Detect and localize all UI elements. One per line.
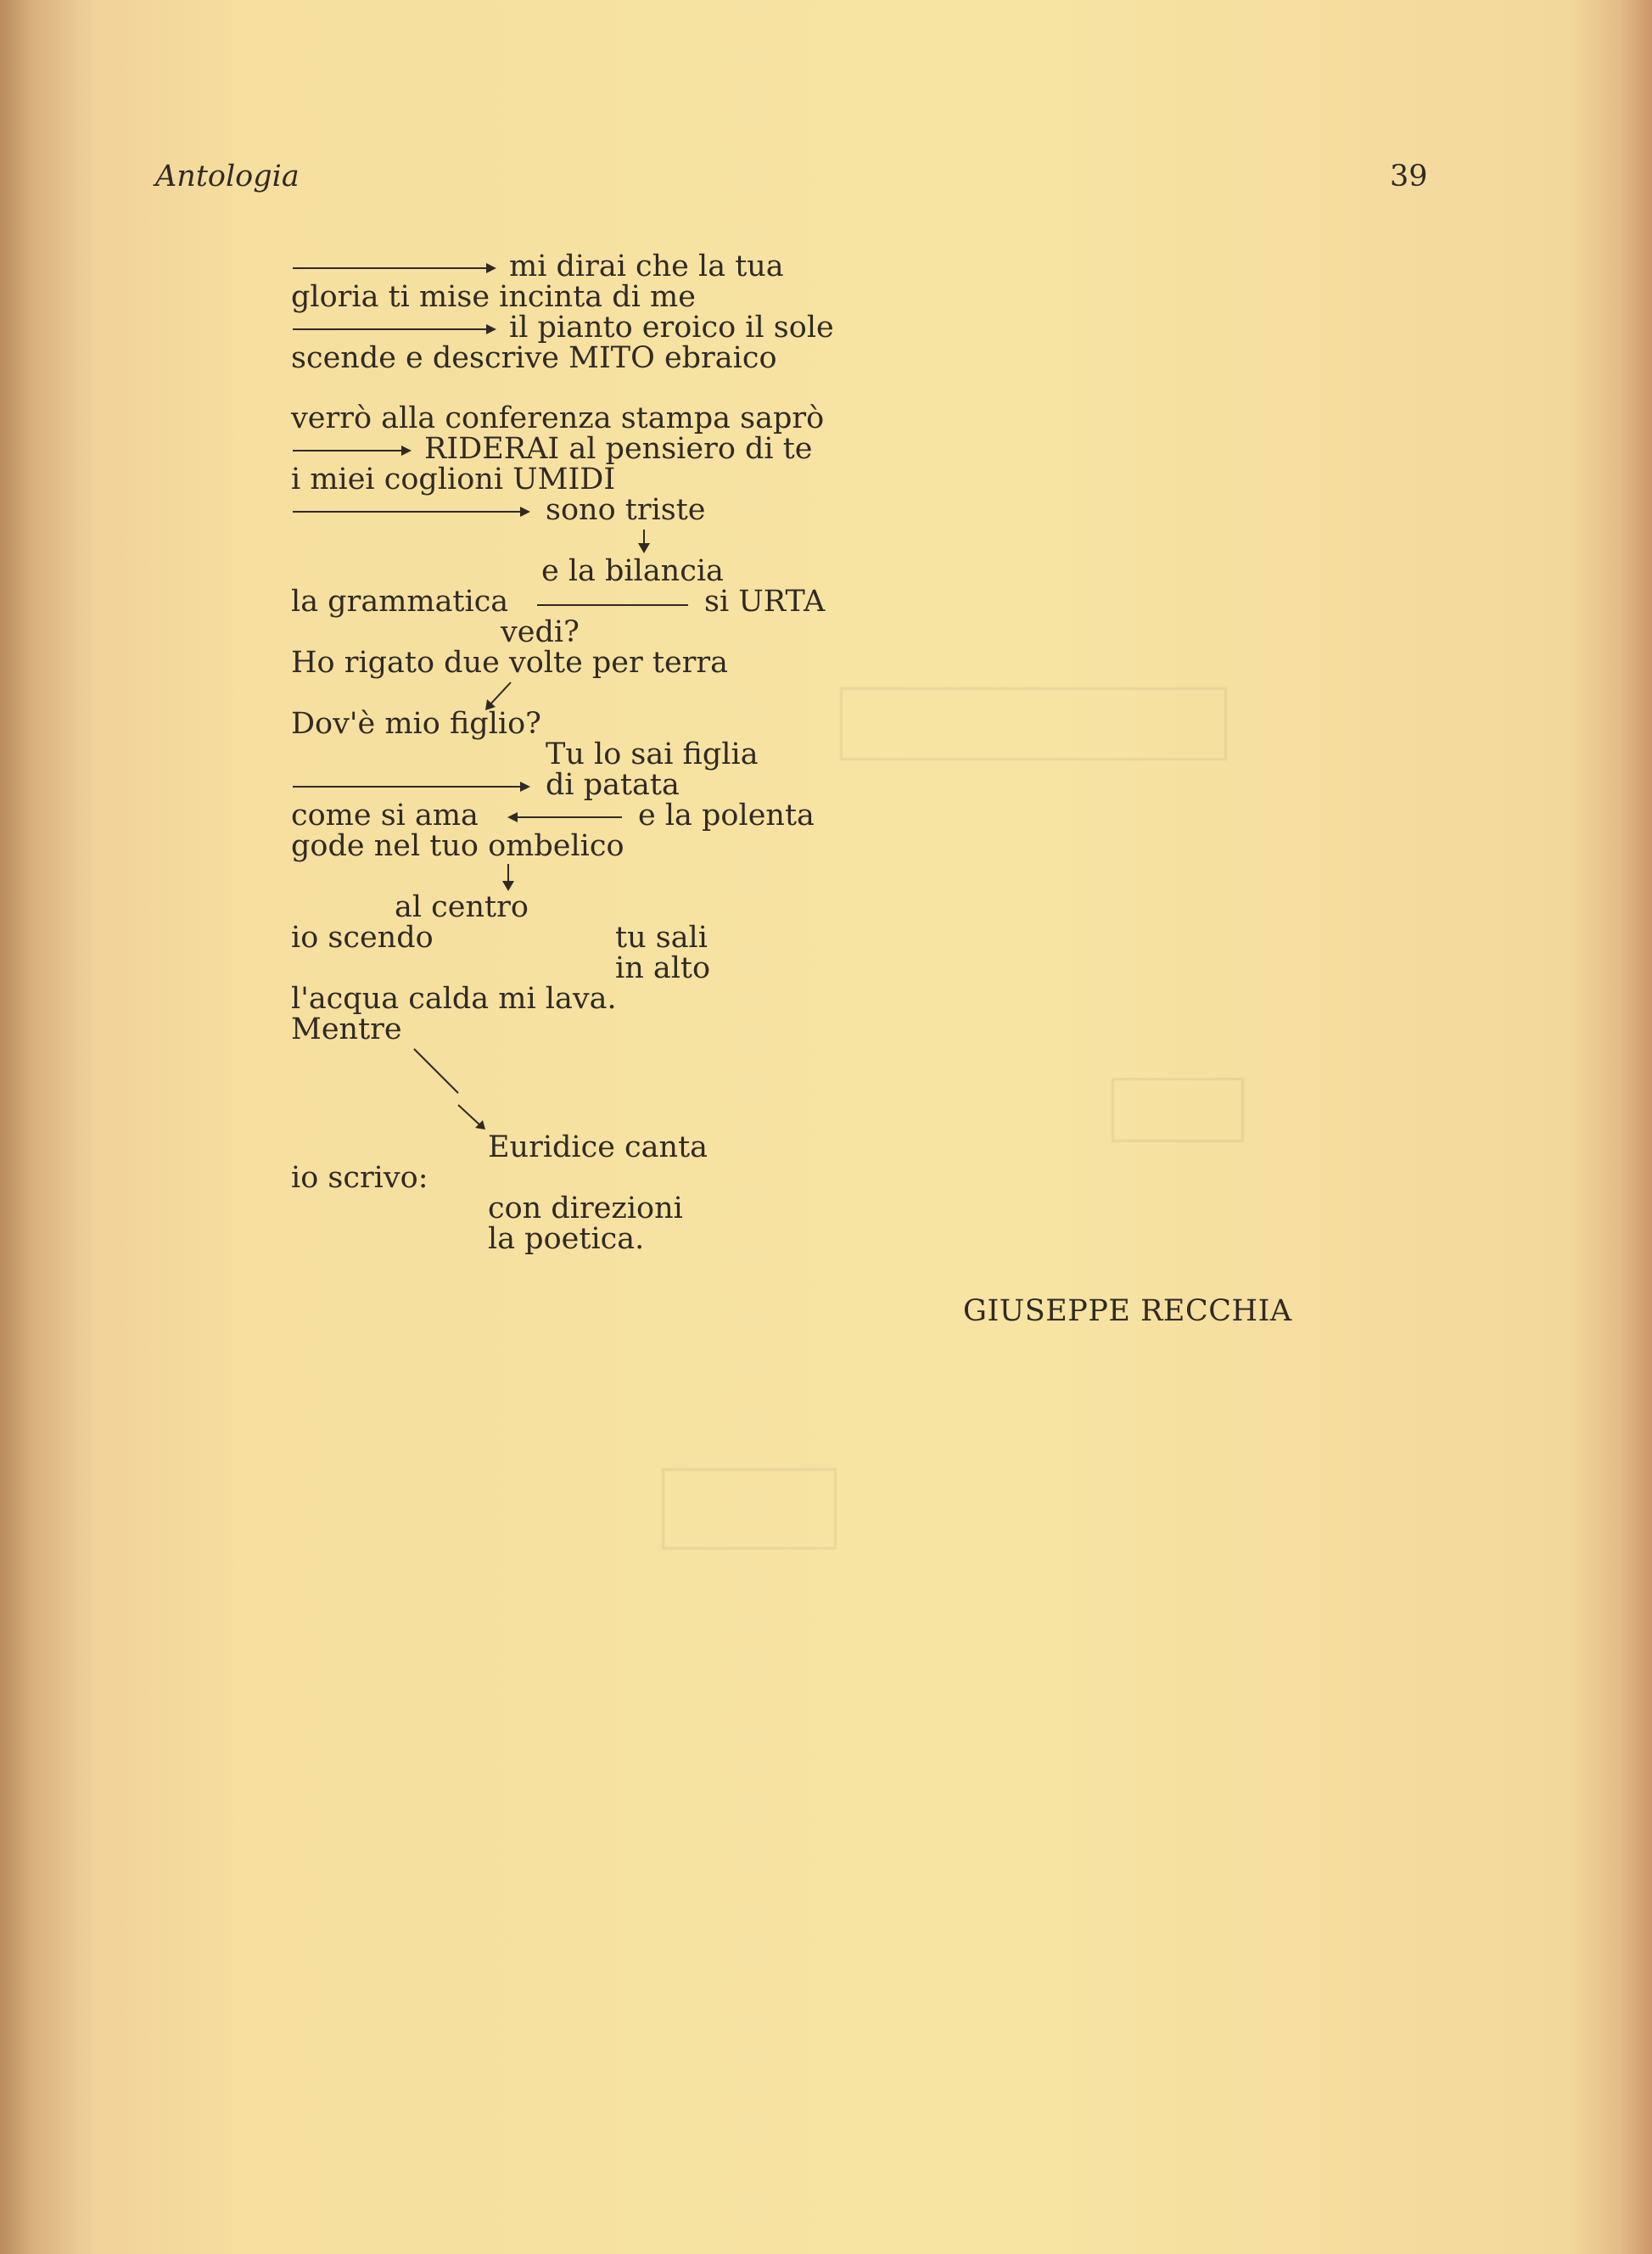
poem-line: i miei coglioni UMIDI	[291, 463, 616, 496]
poem-line: con direzioni	[488, 1191, 683, 1225]
poem-line: mi dirai che la tua	[509, 250, 784, 283]
right-arrow-icon	[293, 328, 495, 330]
poem-line: Euridice canta	[488, 1130, 708, 1164]
poem-line: come si ama	[291, 799, 479, 833]
poem-line: io scendo	[291, 921, 434, 955]
poem-line: la poetica.	[488, 1222, 645, 1256]
poem-line: e la bilancia	[541, 554, 724, 588]
poem-line: RIDERAI al pensiero di te	[424, 432, 813, 466]
poem-line: l'acqua calda mi lava.	[291, 982, 617, 1016]
poem-line: la grammatica	[291, 585, 509, 619]
poem-line: Mentre	[291, 1012, 402, 1046]
poem-line: in alto	[615, 951, 711, 985]
down-arrow-icon	[643, 530, 645, 552]
poem-line: Dov'è mio figlio?	[291, 707, 541, 741]
bleed-through-shadow	[832, 475, 1578, 2003]
author-signature: GIUSEPPE RECCHIA	[963, 1294, 1292, 1328]
poem-line: gloria ti mise incinta di me	[291, 280, 696, 314]
poem-line: gode nel tuo ombelico	[291, 829, 624, 863]
poem-line: di patata	[546, 768, 680, 802]
poem-line: il pianto eroico il sole	[509, 311, 834, 345]
connector-line	[537, 604, 688, 606]
left-arrow-icon	[509, 816, 622, 818]
poem-line: si URTA	[704, 585, 826, 619]
poem-line: vedi?	[501, 615, 580, 649]
poem-line: verrò alla conferenza stampa saprò	[291, 401, 825, 435]
right-arrow-icon	[293, 267, 495, 269]
poem-line: e la polenta	[638, 799, 815, 833]
poem-line: Ho rigato due volte per terra	[291, 646, 728, 680]
poem-line: scende e descrive MITO ebraico	[291, 341, 777, 375]
page-number: 39	[1390, 160, 1428, 193]
running-header: Antologia	[155, 160, 300, 193]
right-arrow-icon	[293, 450, 410, 451]
right-arrow-icon	[293, 511, 529, 513]
poem-line: Tu lo sai figlia	[546, 737, 759, 771]
down-arrow-icon	[507, 864, 509, 889]
down-right-arrow-icon	[407, 1046, 492, 1130]
poem-line: sono triste	[546, 493, 706, 527]
poem-line: tu sali	[615, 921, 708, 955]
poem-line: io scrivo:	[291, 1161, 428, 1195]
right-arrow-icon	[293, 786, 529, 788]
poem-line: al centro	[395, 890, 529, 924]
